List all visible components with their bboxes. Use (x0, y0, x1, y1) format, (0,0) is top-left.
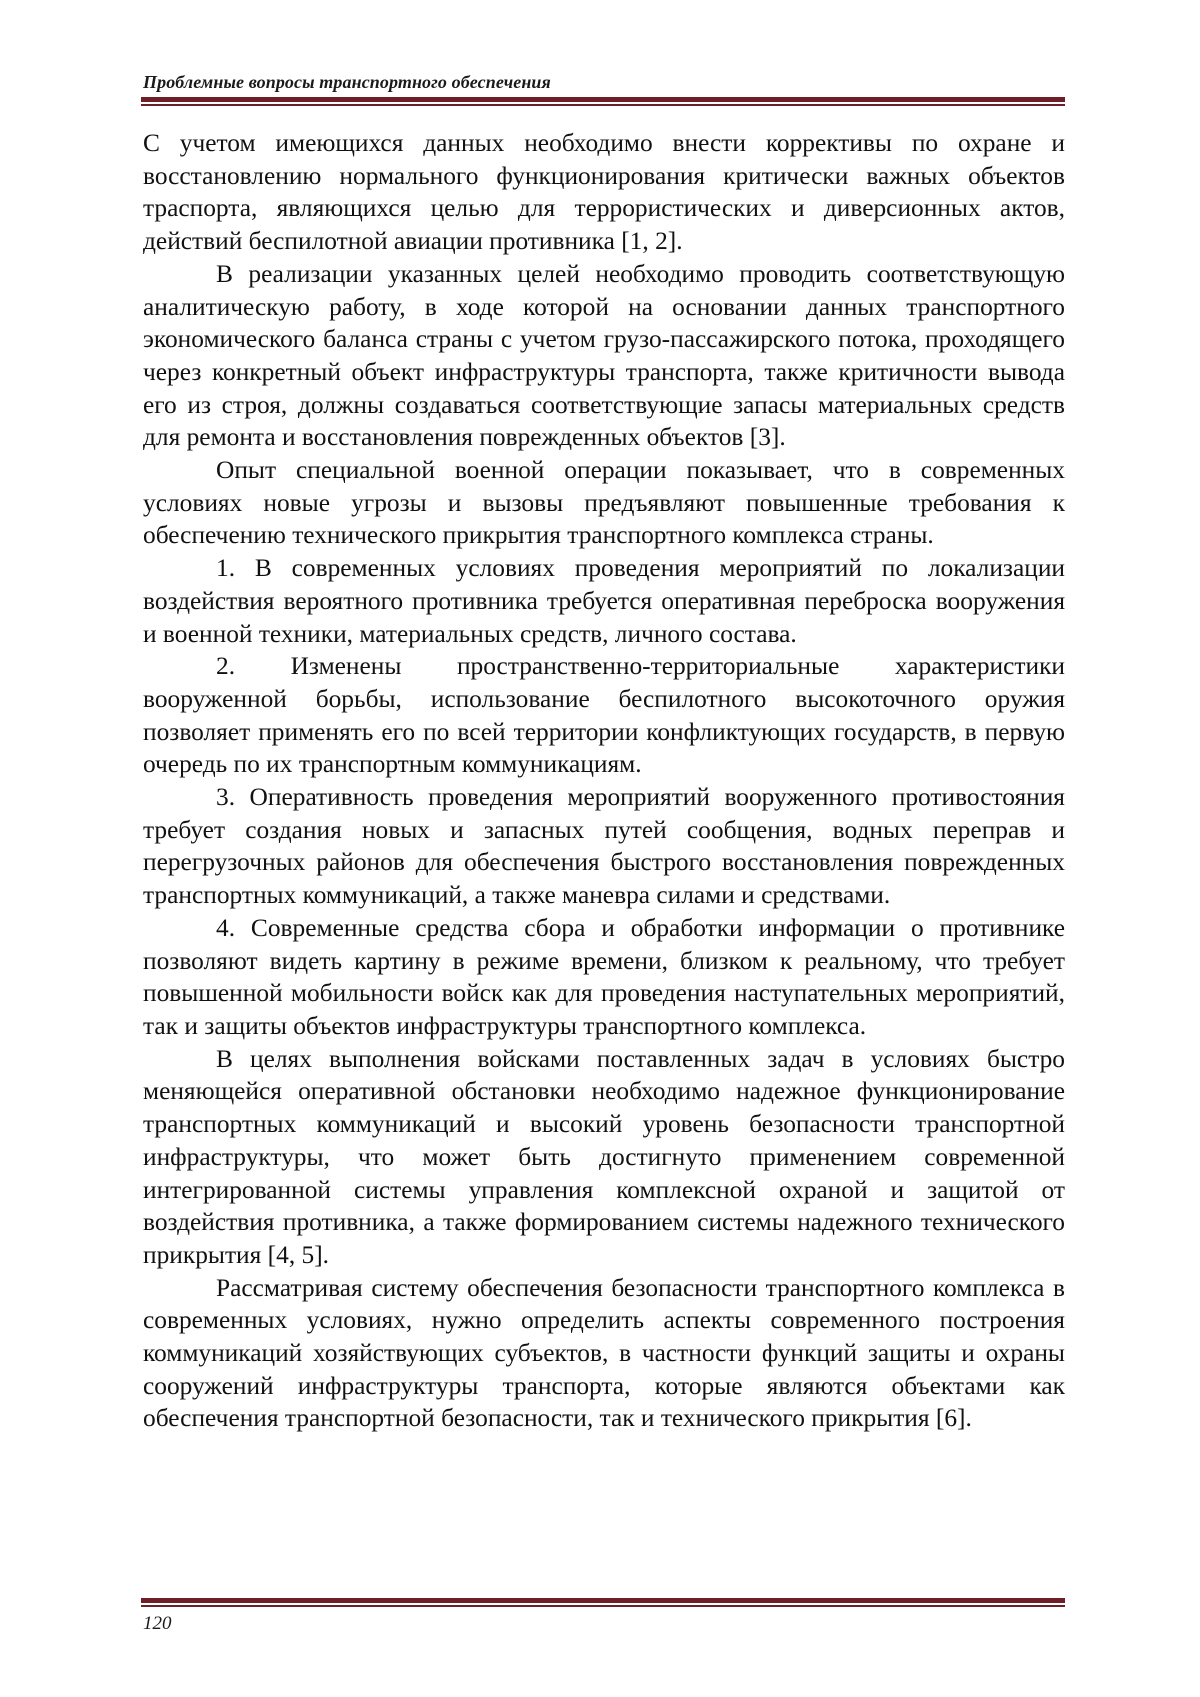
running-header: Проблемные вопросы транспортного обеспечения (143, 72, 551, 92)
paragraph: В целях выполнения войсками поставленных задач в условиях быстро меняющейся оперативной обстановки необходимо надежное функционирование транспортных коммуникаций и высокий уровень безопасности транспортной инфраструктуры, что может быть достигнуто применением современной интегрированной системы управления комплексной охраной и защитой от воздействия противника, а также формированием системы надежного технического прикрытия [4, 5]. (143, 1044, 1065, 1269)
list-item: 1. В современных условиях проведения мероприятий по локализации воздействия вероятного противника требуется оперативная переброска вооружения и военной техники, материальных средств, личного состава. (143, 554, 1065, 648)
header-rule (141, 97, 1065, 106)
list-item: 3. Оперативность проведения мероприятий вооруженного противостояния требует создания новых и запасных путей сообщения, водных переправ и перегрузочных районов для обеспечения быстрого восстановления поврежденных транспортных коммуникаций, а также маневра силами и средствами. (143, 783, 1065, 910)
paragraph: С учетом имеющихся данных необходимо внести коррективы по охране и восстановлению нормального функционирования критически важных объектов траспорта, являющихся целью для террористических и диверсионных актов, действий беспилотной авиации противника [1, 2]. (143, 129, 1065, 256)
list-item: 4. Современные средства сбора и обработки информации о противнике позволяют видеть картину в режиме времени, близком к реальному, что требует повышенной мобильности войск как для проведения наступательных мероприятий, так и защиты объектов инфраструктуры транспортного комплекса. (143, 913, 1065, 1040)
page-number: 120 (143, 1613, 172, 1634)
footer-rule (141, 1598, 1065, 1607)
footer-rule-thick (141, 1598, 1065, 1603)
paragraph: В реализации указанных целей необходимо проводить соответствующую аналитическую работу, в ходе которой на основании данных транспортного экономического баланса страны с учетом грузо-пассажирского потока, проходящего через конкретный объект инфраструктуры транспорта, также критичности вывода его из строя, должны создаваться соответствующие запасы материальных средств для ремонта и восстановления поврежденных объектов [3]. (143, 259, 1065, 452)
paragraph: Рассматривая систему обеспечения безопасности транспортного комплекса в современных условиях, нужно определить аспекты современного построения коммуникаций хозяйствующих субъектов, в частности функций защиты и охраны сооружений инфраструктуры транспорта, которые являются объектами как обеспечения транспортной безопасности, так и технического прикрытия [6]. (143, 1273, 1065, 1433)
header-rule-thin (141, 104, 1065, 106)
list-item: 2. Изменены пространственно-территориальные характеристики вооруженной борьбы, использование беспилотного высокоточного оружия позволяет применять его по всей территории конфликтующих государств, в первую очередь по их транспортным коммуникациям. (143, 652, 1065, 779)
footer-rule-thin (141, 1605, 1065, 1607)
body-text (143, 127, 1065, 1435)
paragraph: Опыт специальной военной операции показывает, что в современных условиях новые угрозы и вызовы предъявляют повышенные требования к обеспечению технического прикрытия транспортного комплекса страны. (143, 456, 1065, 550)
header-rule-thick (141, 97, 1065, 102)
